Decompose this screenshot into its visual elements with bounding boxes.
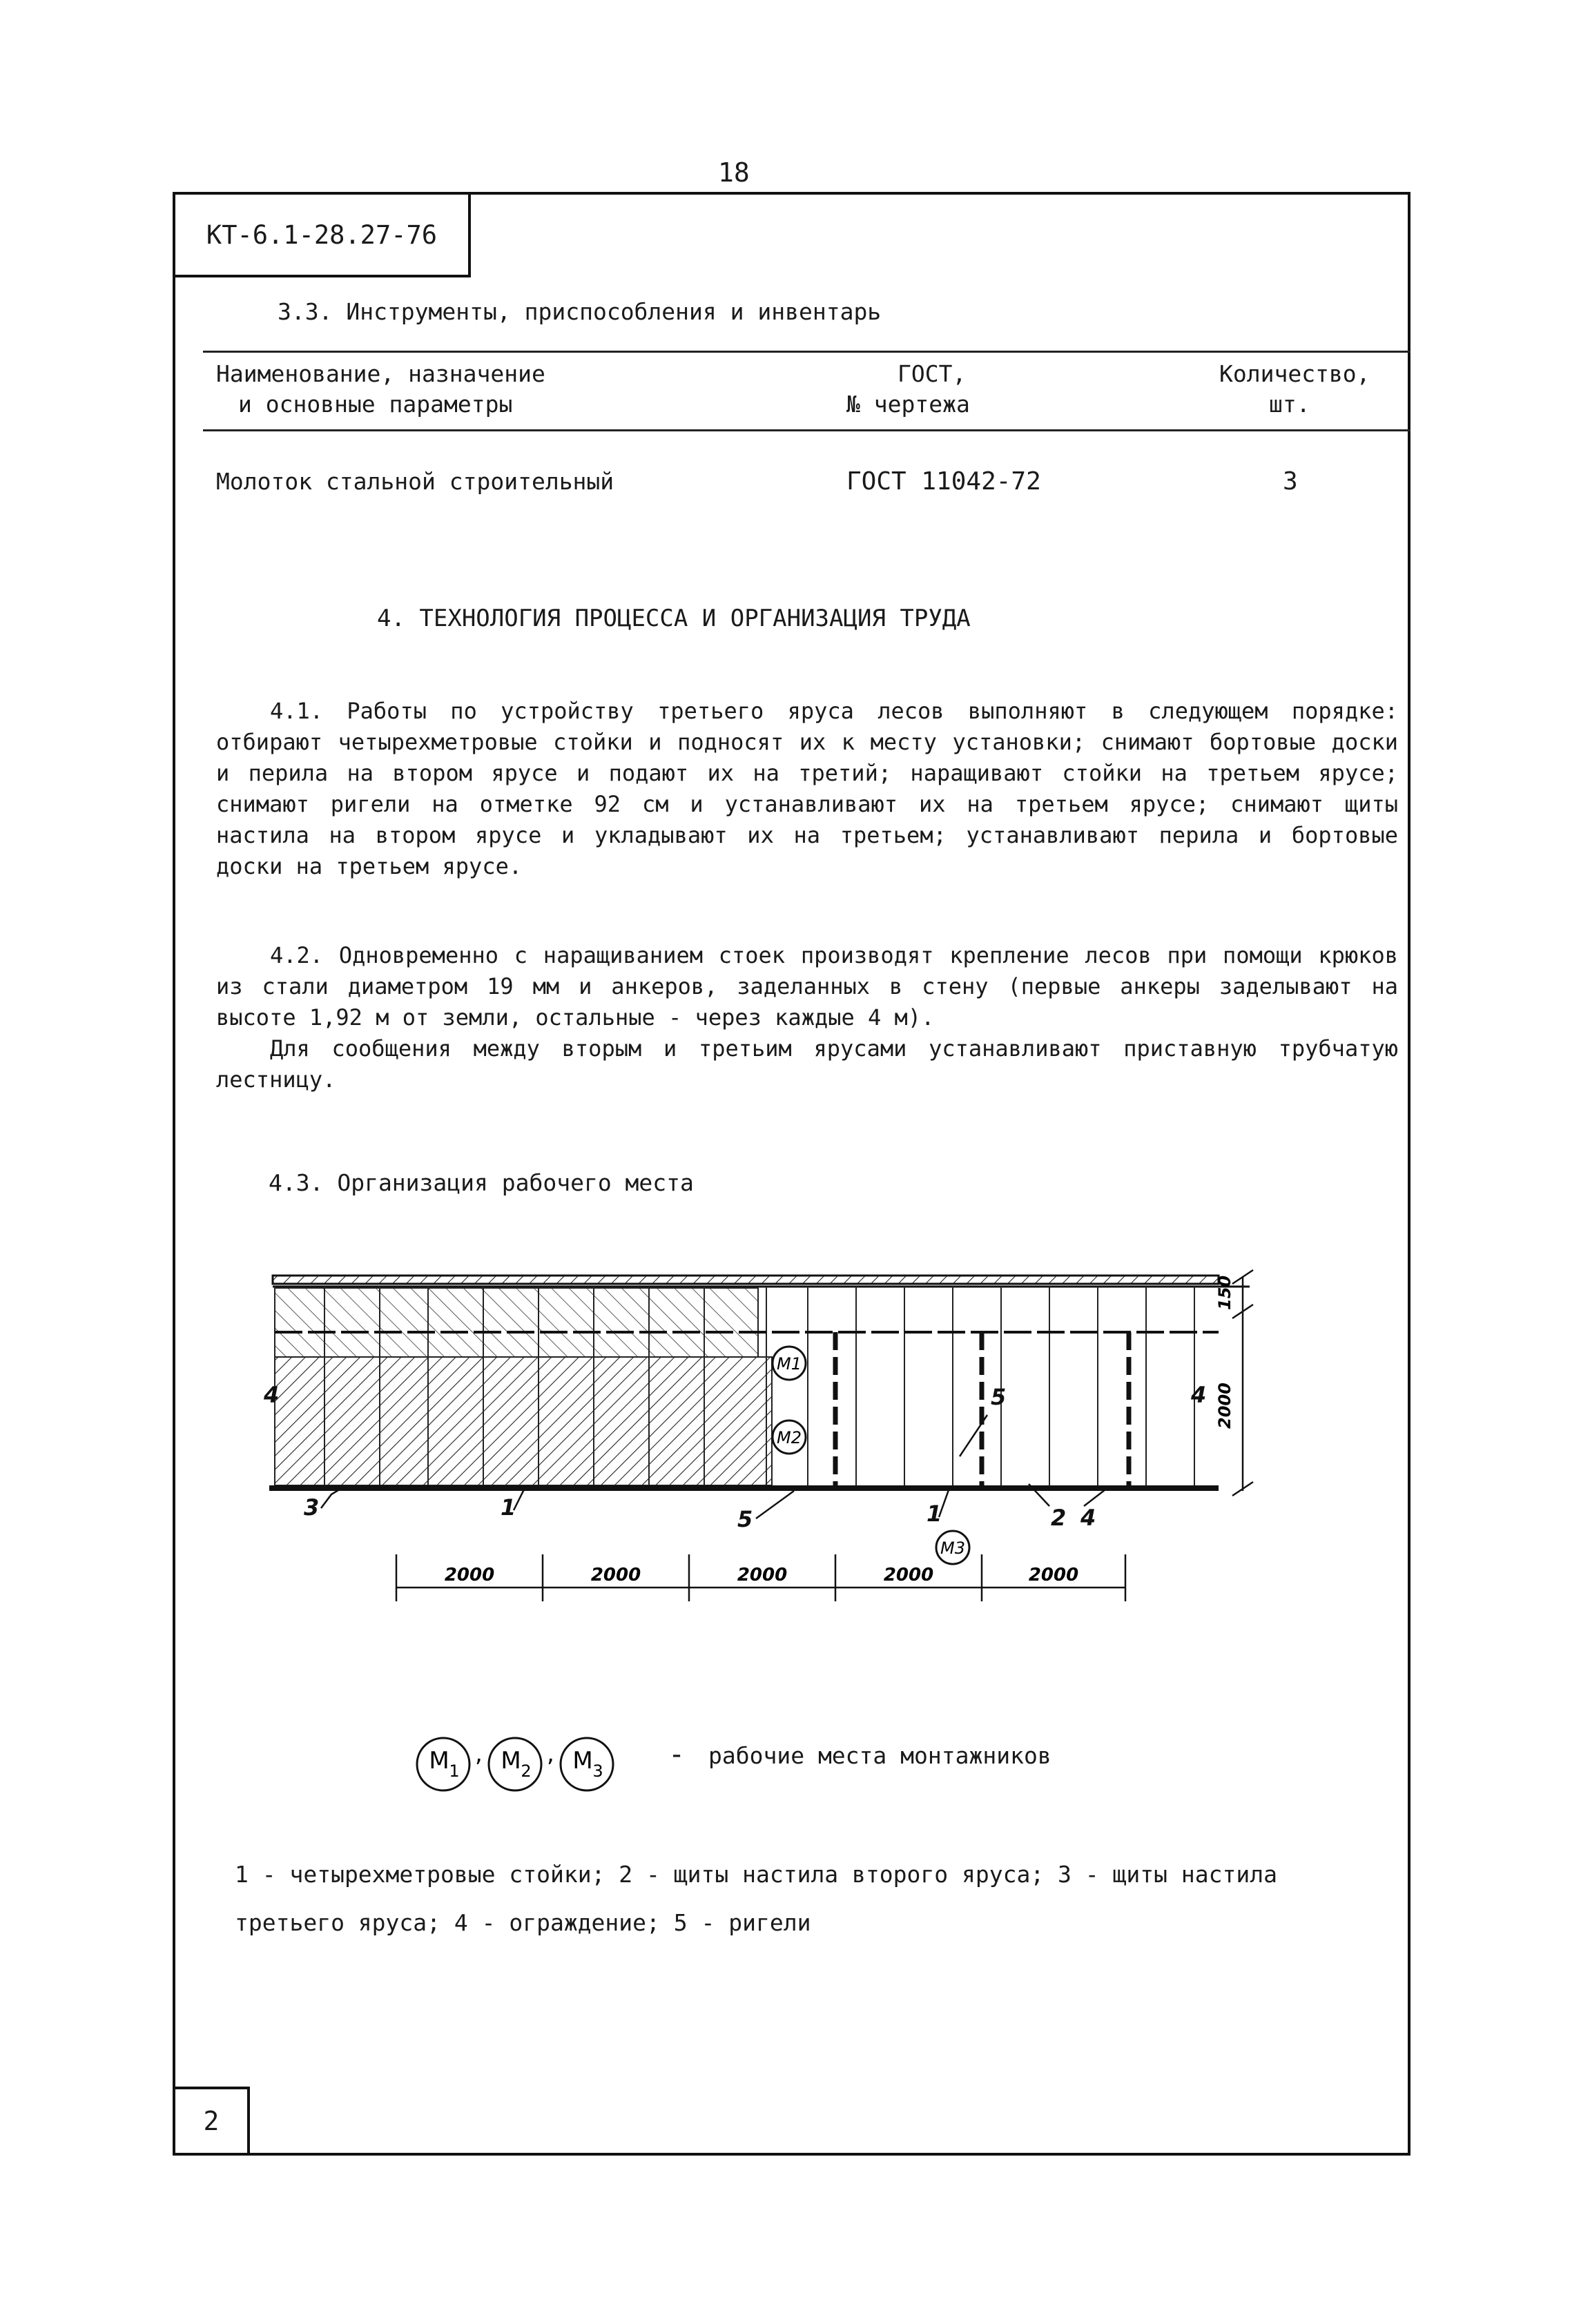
workplace-m3-label: M3: [940, 1539, 965, 1558]
top-railing: [273, 1276, 1250, 1287]
dim-label-5: 2000: [1028, 1565, 1079, 1585]
callout-1-right: 1: [927, 1501, 942, 1527]
dim-label-3: 2000: [737, 1565, 788, 1585]
document-code: КТ-6.1-28.27-76: [173, 192, 471, 277]
workplace-marker-m3: [936, 1531, 969, 1564]
legend-dash: -: [668, 1739, 686, 1770]
table-row-qty: 3: [1283, 467, 1298, 496]
legend-items-line1: 1 - четырехметровые стойки; 2 - щиты настила второго яруса; 3 - щиты настила: [235, 1861, 1277, 1888]
risers: [835, 1332, 1129, 1488]
legend-m2: [489, 1738, 541, 1790]
legend-m1-sub: 1: [449, 1761, 460, 1781]
callout-4-left: 4: [264, 1382, 280, 1408]
callout-1-left: 1: [501, 1494, 516, 1521]
table-row-gost: ГОСТ 11042-72: [846, 467, 1041, 496]
section-4-3-title: 4.3. Организация рабочего места: [269, 1169, 694, 1196]
workplace-m2-label: M2: [777, 1428, 802, 1447]
callout-4-bottom: 4: [1080, 1505, 1096, 1531]
table-header-qty-line1: Количество,: [1219, 360, 1370, 387]
table-header-qty-line2: шт.: [1269, 391, 1310, 418]
legend-m3: [561, 1738, 613, 1790]
third-tier-boards-upper: [275, 1288, 758, 1357]
legend-sep-2: ,: [547, 1740, 554, 1768]
legend-items-line2: третьего яруса; 4 - ограждение; 5 - ригели: [235, 1909, 811, 1936]
callout-5-top: 5: [991, 1384, 1007, 1410]
section-3-3-title: 3.3. Инструменты, приспособления и инвентарь: [278, 298, 882, 325]
legend-m3-letter: M: [572, 1747, 593, 1775]
dimension-labels: [445, 1565, 1078, 1585]
paragraph-4-2-ladder: Для сообщения между вторым и третьим ярусами устанавливают приставную трубчатую лестницу.: [216, 1035, 1398, 1093]
paragraph-4-2-text: 4.2. Одновременно с наращиванием стоек производят крепление лесов при помощи крюков из стали диаметром 19 мм и анкеров, заделанных в стену (первые анкеры заделывают на высоте 1,92 м от земли, остальные - через каждые 4 м).: [216, 942, 1398, 1031]
table-header-gost-line2: № чертежа: [846, 391, 970, 418]
table-header-name-line1: Наименование, назначение: [216, 360, 545, 387]
table-header-name-line2: и основные параметры: [238, 391, 513, 418]
workplace-marker-m1: [773, 1347, 806, 1380]
callout-5-bottom: 5: [737, 1506, 753, 1532]
vertical-dimension: [1232, 1270, 1253, 1496]
legend-workplaces-text: рабочие места монтажников: [708, 1742, 1051, 1769]
dim-label-2: 2000: [590, 1565, 641, 1585]
paragraph-4-1-text: 4.1. Работы по устройству третьего яруса лесов выполняют в следующем порядке: отбирают четырехметровые стойки и подносят их к месту установки; снимают бортовые доски и перила на втором ярусе и подают их на третий; наращивают стойки на третьем ярусе; снимают ригели на отметке 92 см и устанавливают их на третьем ярусе; снимают щиты настила на втором ярусе и укладывают их на третьем; устанавливают перила и бортовые доски на третьем ярусе.: [216, 698, 1398, 879]
table-row-name: Молоток стальной строительный: [216, 468, 614, 495]
table-header-gost-line1: ГОСТ,: [898, 360, 967, 387]
callout-3: 3: [304, 1494, 320, 1521]
paragraph-4-2: [216, 940, 1398, 1095]
table-header-rule: [203, 429, 1410, 431]
workplace-diagram: [255, 1256, 1291, 1615]
legend-m1: [417, 1738, 469, 1790]
sheet-number: 2: [173, 2087, 250, 2156]
legend-m1-letter: M: [429, 1747, 449, 1775]
legend-sep-1: ,: [475, 1740, 483, 1768]
legend-m2-letter: M: [501, 1747, 521, 1775]
callout-2: 2: [1051, 1505, 1067, 1531]
dim-label-1: 2000: [444, 1565, 495, 1585]
legend-m2-sub: 2: [521, 1761, 532, 1781]
legend-m3-sub: 3: [592, 1761, 603, 1781]
section-4-title: 4. ТЕХНОЛОГИЯ ПРОЦЕССА И ОРГАНИЗАЦИЯ ТРУДА: [377, 605, 971, 632]
workplace-marker-m2: [773, 1420, 806, 1454]
table-top-rule: [203, 351, 1410, 353]
third-tier-boards-lower: [275, 1357, 772, 1485]
callout-4-right: 4: [1191, 1382, 1207, 1408]
dim-label-4: 2000: [883, 1565, 934, 1585]
workplace-legend-symbols: [414, 1734, 642, 1796]
dim-right-top: 150: [1215, 1275, 1234, 1310]
paragraph-4-1: [216, 696, 1398, 882]
page-number: 18: [718, 157, 750, 188]
dim-right: 2000: [1215, 1383, 1234, 1429]
workplace-m1-label: M1: [777, 1354, 802, 1374]
